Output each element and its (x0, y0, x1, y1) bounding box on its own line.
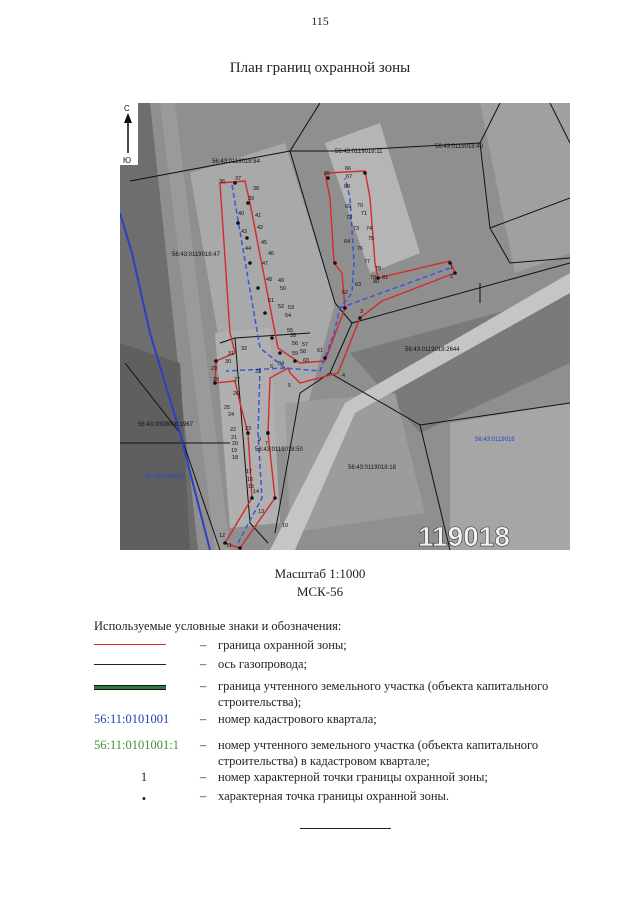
svg-text:43: 43 (241, 229, 248, 235)
svg-text:49: 49 (278, 278, 285, 284)
page-number: 115 (311, 14, 329, 28)
svg-text:22: 22 (230, 427, 237, 433)
svg-text:16: 16 (247, 477, 254, 483)
svg-text:57: 57 (302, 342, 309, 348)
svg-text:10: 10 (282, 523, 289, 529)
svg-text:30: 30 (225, 359, 232, 365)
svg-text:44: 44 (245, 246, 252, 252)
parcel-label: 56:43:0000000:1967 (138, 422, 194, 428)
svg-text:4: 4 (342, 373, 346, 379)
svg-text:6: 6 (270, 364, 274, 370)
svg-text:47: 47 (262, 261, 269, 267)
svg-text:62: 62 (342, 290, 349, 296)
svg-text:51: 51 (268, 298, 275, 304)
svg-text:9: 9 (258, 437, 262, 443)
scale-block (0, 565, 640, 601)
svg-text:8: 8 (266, 431, 270, 437)
svg-text:17: 17 (246, 469, 253, 475)
svg-text:18: 18 (232, 455, 239, 461)
svg-text:19: 19 (231, 448, 238, 454)
svg-text:76: 76 (357, 246, 364, 252)
svg-text:59: 59 (292, 351, 299, 357)
svg-text:40: 40 (238, 211, 245, 217)
svg-text:20: 20 (232, 441, 239, 447)
svg-text:50: 50 (280, 286, 287, 292)
svg-text:58: 58 (300, 349, 307, 355)
svg-text:65: 65 (324, 171, 331, 177)
svg-text:74: 74 (366, 226, 373, 232)
svg-text:48: 48 (266, 277, 273, 283)
svg-text:25: 25 (224, 405, 231, 411)
svg-text:12: 12 (219, 533, 226, 539)
red-line-symbol (94, 644, 166, 645)
black-line-symbol (94, 664, 166, 665)
svg-text:64: 64 (344, 239, 351, 245)
quarter-label: 56:43:0119018 (145, 474, 185, 480)
footer-divider (300, 828, 391, 829)
svg-text:29: 29 (211, 366, 218, 372)
svg-text:15: 15 (248, 484, 255, 490)
svg-text:71: 71 (361, 211, 368, 217)
south-label: Ю (123, 156, 132, 165)
svg-text:26: 26 (233, 391, 240, 397)
parcel-label: 56:43:0119018:11 (335, 149, 383, 155)
svg-text:21: 21 (231, 435, 238, 441)
svg-text:41: 41 (255, 213, 262, 219)
svg-text:73: 73 (353, 226, 360, 232)
svg-text:27: 27 (234, 377, 241, 383)
north-label: С (124, 104, 130, 113)
svg-text:39: 39 (248, 196, 255, 202)
svg-text:11: 11 (226, 543, 232, 549)
svg-text:32: 32 (241, 346, 248, 352)
svg-text:36: 36 (219, 179, 226, 185)
svg-text:70: 70 (357, 203, 364, 209)
svg-text:77: 77 (364, 259, 371, 265)
quarter-number-sample: 56:11:0101001 (94, 712, 170, 726)
parcel-label: 56:43:0119018:50 (255, 447, 303, 453)
svg-text:33: 33 (255, 369, 262, 375)
svg-text:66: 66 (345, 166, 352, 172)
point-number-sample: 1 (140, 770, 148, 784)
svg-text:67: 67 (346, 174, 353, 180)
svg-text:63: 63 (355, 282, 362, 288)
svg-text:1: 1 (450, 265, 454, 271)
svg-text:56: 56 (292, 341, 299, 347)
svg-text:69: 69 (345, 204, 352, 210)
svg-text:38: 38 (253, 186, 260, 192)
scale-ratio: Масштаб 1:1000 (274, 566, 366, 581)
svg-text:68: 68 (344, 184, 351, 190)
svg-text:81: 81 (382, 275, 389, 281)
svg-text:60: 60 (303, 358, 310, 364)
svg-text:13: 13 (258, 509, 265, 515)
svg-text:45: 45 (261, 240, 268, 246)
svg-text:72: 72 (346, 215, 353, 221)
coordinate-system: МСК-56 (296, 584, 344, 599)
page-title: План границ охранной зоны (229, 60, 411, 76)
parcel-label: 56:43:0119018:18 (348, 465, 396, 471)
parcel-label: 56:43:0119018:49 (435, 144, 483, 150)
parcel-label: 56:43:0119018:2644 (405, 347, 460, 353)
svg-text:79: 79 (370, 275, 377, 281)
svg-text:34: 34 (278, 361, 285, 367)
svg-text:5: 5 (288, 383, 292, 389)
svg-text:80: 80 (373, 279, 380, 285)
svg-text:61: 61 (317, 348, 324, 354)
svg-text:3: 3 (360, 309, 364, 315)
svg-text:31: 31 (228, 351, 235, 357)
point-marker-icon: • (141, 792, 147, 806)
svg-text:52: 52 (278, 304, 285, 310)
quarter-watermark: 119018 (418, 521, 510, 550)
parcel-label: 56:43:0119018:47 (172, 252, 220, 258)
quarter-label: 56:43:0119018 (475, 437, 515, 443)
svg-text:78: 78 (375, 266, 382, 272)
parcel-label: 56:43:0119018:84 (212, 159, 260, 165)
zone-map (120, 103, 570, 550)
svg-text:54: 54 (285, 313, 292, 319)
svg-text:23: 23 (245, 426, 252, 432)
svg-text:28: 28 (213, 377, 220, 383)
svg-text:2: 2 (450, 274, 454, 280)
svg-text:37: 37 (235, 176, 242, 182)
parcel-number-sample: 56:11:0101001:1 (94, 738, 179, 752)
svg-text:35: 35 (290, 333, 297, 339)
svg-text:24: 24 (228, 412, 235, 418)
svg-text:55: 55 (287, 328, 294, 334)
svg-text:14: 14 (253, 489, 260, 495)
legend-title: Используемые условные знаки и обозначения: (94, 619, 342, 633)
svg-text:75: 75 (368, 236, 375, 242)
svg-text:7: 7 (265, 441, 269, 447)
svg-text:46: 46 (268, 251, 275, 257)
svg-text:53: 53 (288, 305, 295, 311)
green-line-symbol (94, 685, 166, 690)
svg-text:42: 42 (257, 225, 264, 231)
